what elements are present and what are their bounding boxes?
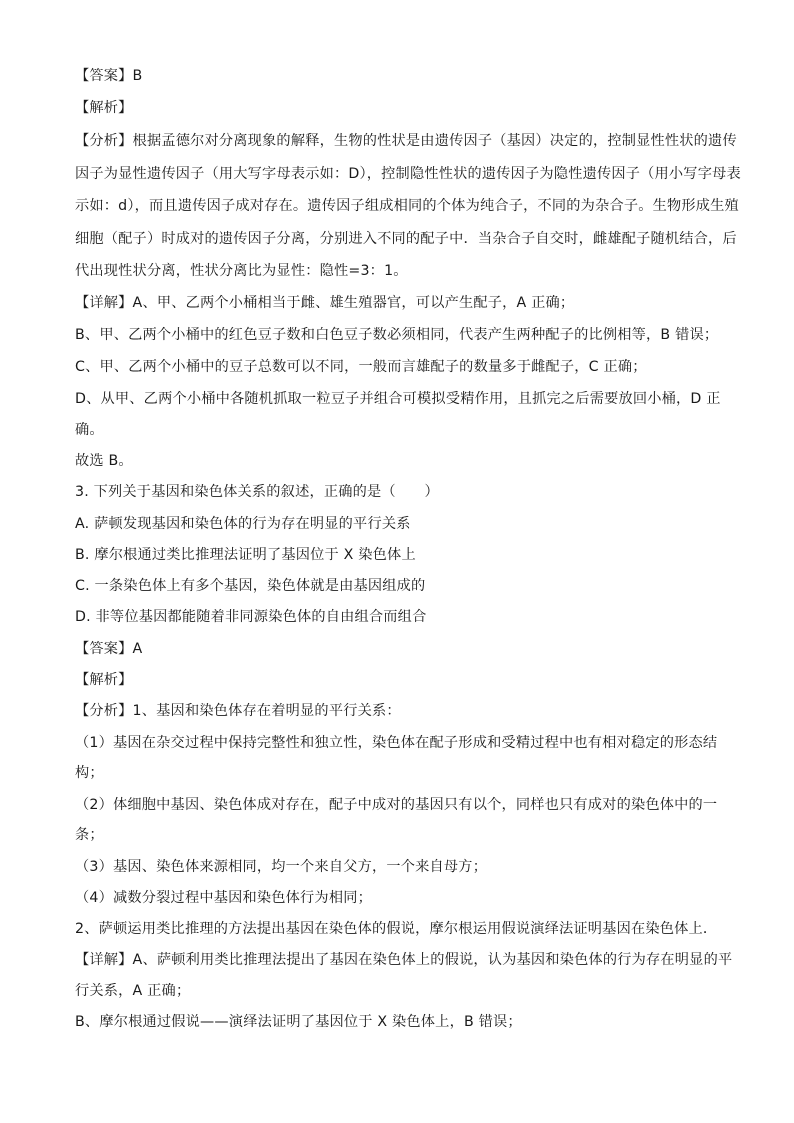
text-line: 【分析】根据孟德尔对分离现象的解释，生物的性状是由遗传因子（基因）决定的，控制显性性状的遗传 [75,133,737,149]
text-line: 确。 [75,422,104,438]
text-line: C、甲、乙两个小桶中的豆子总数可以不同，一般而言雄配子的数量多于雌配子，C 正确； [75,359,647,375]
text-line: 细胞（配子）时成对的遗传因子分离，分别进入不同的配子中．当杂合子自交时，雌雄配子随机结合，后 [75,231,737,247]
text-line: 2、萨顿运用类比推理的方法提出基因在染色体的假说，摩尔根运用假说演绎法证明基因在染色体上． [75,921,718,937]
text-line: （4）减数分裂过程中基因和染色体行为相同； [75,890,372,906]
option-a: A. 萨顿发现基因和染色体的行为存在明显的平行关系 [75,516,411,532]
text-line: 条； [75,827,104,843]
text-line: 示如：d），而且遗传因子成对存在。遗传因子组成相同的个体为纯合子，不同的为杂合子。生物形成生殖 [75,198,739,214]
text-line: （2）体细胞中基因、染色体成对存在，配子中成对的基因只有以个，同样也只有成对的染色体中的一 [75,797,718,813]
analysis-heading: 【解析】 [75,672,133,688]
answer-line: 【答案】A [75,641,143,657]
text-line: （3）基因、染色体来源相同，均一个来自父方，一个来自母方； [75,859,488,875]
text-line: 构； [75,765,104,781]
text-line: 行关系，A 正确； [75,983,191,999]
text-line: 因子为显性遗传因子（用大写字母表示如：D），控制隐性性状的遗传因子为隐性遗传因子（用小写字母表 [75,166,741,182]
text-line: 代出现性状分离，性状分离比为显性：隐性=3：1。 [75,263,408,279]
text-line: B、摩尔根通过假说——演绎法证明了基因位于 X 染色体上，B 错误； [75,1014,522,1030]
option-d: D. 非等位基因都能随着非同源染色体的自由组合而组合 [75,609,427,625]
text-line: 【详解】A、甲、乙两个小桶相当于雌、雄生殖器官，可以产生配子，A 正确； [75,295,575,311]
option-b: B. 摩尔根通过类比推理法证明了基因位于 X 染色体上 [75,547,416,563]
answer-line: 【答案】B [75,68,143,84]
text-line: （1）基因在杂交过程中保持完整性和独立性，染色体在配子形成和受精过程中也有相对稳定的形态结 [75,735,718,751]
text-line: 【分析】1、基因和染色体存在着明显的平行关系： [75,703,401,719]
text-line: D、从甲、乙两个小桶中各随机抓取一粒豆子并组合可模拟受精作用，且抓完之后需要放回小桶，D 正 [75,391,721,407]
option-c: C. 一条染色体上有多个基因，染色体就是由基因组成的 [75,578,426,594]
text-line: 故选 B。 [75,453,133,469]
text-line: 【详解】A、萨顿利用类比推理法提出了基因在染色体上的假说，认为基因和染色体的行为存在明显的平 [75,952,733,968]
text-line: B、甲、乙两个小桶中的红色豆子数和白色豆子数必须相同，代表产生两种配子的比例相等，B 错误； [75,327,719,343]
analysis-heading: 【解析】 [75,100,133,116]
question-stem: 3. 下列关于基因和染色体关系的叙述，正确的是（ ） [75,484,439,500]
